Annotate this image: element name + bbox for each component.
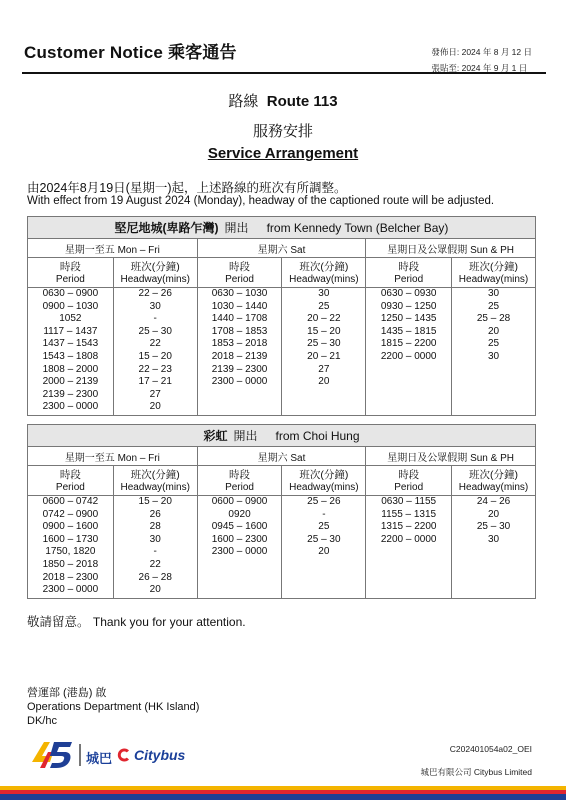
table-cell-line: 25	[487, 338, 500, 350]
route-number: Route 113	[266, 93, 338, 110]
table-cell-line: -	[153, 313, 157, 325]
table-cell-line: 30	[487, 350, 500, 362]
table-cell-line: 15 – 20	[138, 496, 172, 507]
table-cell-line: 30	[149, 300, 161, 312]
col-period-zh: 時段	[366, 258, 452, 274]
sunday-periods	[366, 496, 452, 599]
table-cell-line: 1708 – 1853	[211, 325, 268, 337]
logo-text-en: Citybus	[134, 747, 186, 763]
saturday-headways	[282, 288, 366, 416]
table-cell-line: 1750, 1820	[45, 546, 96, 558]
col-period-zh: 時段	[366, 466, 452, 482]
table-cell-line: 1853 – 2018	[211, 338, 268, 350]
table-cell-line: 2018 – 2139	[211, 350, 268, 362]
table-cell-line: 24 – 26	[476, 496, 511, 507]
origin-zh: 堅尼地城(卑路乍灣)	[114, 221, 219, 235]
arrangement-zh: 服務安排	[252, 123, 313, 140]
dept-en: Operations Department (HK Island)	[27, 701, 200, 713]
table-cell-line: 20 – 21	[307, 350, 341, 362]
saturday-headways	[282, 496, 366, 599]
table-cell-line: 20	[487, 325, 500, 337]
weekday-periods	[28, 496, 114, 599]
table-cell-line: 1052	[59, 313, 82, 325]
post-until-date: 張貼至: 2024 年 9 月 1 日	[431, 63, 528, 73]
weekday-periods	[28, 288, 114, 416]
initials: DK/hc	[27, 715, 57, 727]
table-cell-line: 27	[149, 388, 161, 400]
sunday-headways	[452, 288, 536, 416]
table-cell-line: 0900 – 1600	[42, 521, 99, 533]
depart-zh: 開出	[233, 429, 258, 443]
table-cell-line: 0742 – 0900	[42, 508, 99, 520]
col-headway-zh: 班次(分鐘)	[282, 466, 366, 482]
table-cell-line: 20	[318, 376, 330, 388]
header-divider	[22, 72, 546, 74]
col-headway-en: Headway(mins)	[113, 482, 197, 496]
citybus-logo	[30, 738, 200, 772]
depart-zh: 開出	[224, 221, 249, 235]
closing-en: Thank you for your attention.	[92, 615, 246, 629]
table-cell-line: 25 – 30	[307, 533, 341, 545]
table-cell-line: 1815 – 2200	[380, 338, 437, 350]
table-cell-line: 1808 – 2000	[42, 363, 99, 375]
table-cell-line: 25	[318, 521, 330, 533]
table-cell-line: 15 – 20	[138, 350, 172, 362]
logo-text-zh: 城巴	[86, 751, 113, 766]
table-cell-line: 1850 – 2018	[42, 558, 99, 570]
table-cell-line: 28	[149, 521, 161, 533]
table-cell-line: 0930 – 1250	[380, 300, 437, 312]
table-cell-line: 2139 – 2300	[211, 363, 268, 375]
table-cell-line: 0630 – 1155	[381, 496, 437, 507]
col-headway-zh: 班次(分鐘)	[452, 258, 536, 274]
arrangement-en: Service Arrangement	[207, 145, 359, 162]
table-cell-line: 0945 – 1600	[211, 521, 268, 533]
table-cell-line: 1250 – 1435	[380, 313, 437, 325]
table-cell-line: 0900 – 1030	[42, 300, 99, 312]
table-cell-line: 22 – 23	[138, 363, 172, 375]
table-cell-line: 2000 – 2139	[42, 376, 99, 388]
table-cell-line: 25	[318, 300, 330, 312]
table-cell-line: 25 – 30	[138, 325, 172, 337]
day-saturday: 星期六 Sat	[197, 447, 366, 466]
table-cell-line: 25 – 30	[307, 338, 341, 350]
route-label-zh: 路線	[228, 93, 259, 110]
col-headway-en: Headway(mins)	[452, 274, 536, 288]
day-saturday: 星期六 Sat	[197, 239, 366, 258]
table-title	[28, 425, 536, 447]
table-cell-line: 30	[487, 533, 500, 545]
table-cell-line: 2300 – 0000	[42, 401, 99, 413]
intro-zh: 由2024年8月19日(星期一)起，上述路線的班次有所調整。	[27, 181, 347, 195]
table-cell-line: 27	[318, 363, 330, 375]
table-cell-line: 20 – 22	[307, 313, 341, 325]
day-weekday: 星期一至五 Mon – Fri	[28, 447, 198, 466]
table-cell-line: 1600 – 1730	[42, 533, 99, 545]
table-cell-line: 20	[149, 401, 161, 413]
table-cell-line: 2200 – 0000	[380, 533, 437, 545]
table-cell-line: -	[153, 546, 157, 558]
table-cell-line: 26 – 28	[138, 571, 172, 583]
brand-stripe	[0, 786, 566, 800]
col-headway-zh: 班次(分鐘)	[113, 258, 197, 274]
col-headway-en: Headway(mins)	[282, 274, 366, 288]
table-cell-line: 0600 – 0742	[42, 496, 99, 507]
col-period-en: Period	[197, 482, 282, 496]
sunday-periods	[366, 288, 452, 416]
table-cell-line: 2139 – 2300	[42, 388, 99, 400]
notice-title: Customer Notice 乘客通告	[24, 43, 237, 62]
closing-line	[27, 612, 246, 630]
table-cell-line: 1600 – 2300	[211, 533, 268, 545]
table-cell-line: 1543 – 1808	[42, 350, 99, 362]
table-title	[28, 217, 536, 239]
table-cell-line: 20	[487, 508, 500, 520]
col-period-en: Period	[28, 482, 114, 496]
table-cell-line: 0630 – 1030	[211, 288, 268, 299]
table-cell-line: 30	[318, 288, 330, 299]
schedule-table-kennedy-town	[27, 216, 536, 416]
table-cell-line: 2300 – 0000	[211, 376, 268, 388]
table-cell-line: 1030 – 1440	[211, 300, 268, 312]
col-period-en: Period	[366, 274, 452, 288]
sunday-headways	[452, 496, 536, 599]
route-heading	[0, 90, 566, 111]
dept-zh: 營運部 (港島) 啟	[27, 687, 107, 699]
weekday-headways	[113, 496, 197, 599]
table-cell-line: 2018 – 2300	[42, 571, 99, 583]
logo-divider	[79, 744, 81, 766]
table-cell-line: 1117 – 1437	[43, 325, 98, 337]
table-cell-line: 25 – 30	[476, 521, 511, 533]
closing-zh: 敬請留意。	[27, 615, 90, 629]
table-cell-line: 2300 – 0000	[211, 546, 268, 558]
table-cell-line: 2200 – 0000	[380, 350, 437, 362]
col-period-zh: 時段	[197, 466, 282, 482]
table-cell-line: 25	[487, 300, 500, 312]
table-cell-line: 0630 – 0930	[380, 288, 437, 299]
table-cell-line: 0630 – 0900	[42, 288, 99, 299]
table-cell-line: 15 – 20	[307, 325, 341, 337]
table-cell-line: 22	[149, 558, 161, 570]
table-cell-line: 1315 – 2200	[380, 521, 437, 533]
col-period-en: Period	[197, 274, 282, 288]
day-sunday: 星期日及公眾假期 Sun & PH	[366, 239, 536, 258]
company-name: 城巴有限公司 Citybus Limited	[420, 767, 532, 777]
col-period-en: Period	[28, 274, 114, 288]
table-cell-line: 0920	[228, 508, 251, 520]
stripe-blue	[0, 794, 566, 800]
saturday-periods	[197, 288, 282, 416]
table-cell-line: 0600 – 0900	[211, 496, 268, 507]
table-cell-line: 2300 – 0000	[42, 584, 99, 596]
reference-code: C202401054a02_OEI	[449, 744, 532, 754]
col-period-zh: 時段	[28, 258, 114, 274]
origin-en: from Kennedy Town (Belcher Bay)	[266, 221, 449, 235]
intro-en: With effect from 19 August 2024 (Monday), headway of the captioned route will be adjusted.	[27, 195, 495, 207]
origin-en: from Choi Hung	[275, 429, 360, 443]
col-headway-en: Headway(mins)	[452, 482, 536, 496]
col-headway-zh: 班次(分鐘)	[113, 466, 197, 482]
day-weekday: 星期一至五 Mon – Fri	[28, 239, 198, 258]
table-cell-line: 25 – 28	[476, 313, 511, 325]
citybus-c-icon	[116, 747, 132, 763]
table-cell-line: 20	[318, 546, 330, 558]
table-cell-line: -	[322, 508, 326, 520]
table-cell-line: 22	[149, 338, 161, 350]
schedule-table-choi-hung	[27, 424, 536, 599]
col-headway-en: Headway(mins)	[113, 274, 197, 288]
col-period-en: Period	[366, 482, 452, 496]
table-cell-line: 22 – 26	[138, 288, 172, 299]
table-cell-line: 1435 – 1815	[380, 325, 437, 337]
signature-block	[27, 686, 199, 728]
table-cell-line: 1437 – 1543	[42, 338, 99, 350]
table-cell-line: 17 – 21	[138, 376, 172, 388]
day-sunday: 星期日及公眾假期 Sun & PH	[366, 447, 536, 466]
table-cell-line: 26	[149, 508, 161, 520]
saturday-periods	[197, 496, 282, 599]
table-cell-line: 1440 – 1708	[211, 313, 268, 325]
issue-date: 發佈日: 2024 年 8 月 12 日	[431, 47, 532, 57]
table-cell-line: 25 – 26	[307, 496, 341, 507]
origin-zh: 彩虹	[203, 429, 228, 443]
col-headway-en: Headway(mins)	[282, 482, 366, 496]
col-headway-zh: 班次(分鐘)	[282, 258, 366, 274]
col-period-zh: 時段	[28, 466, 114, 482]
table-cell-line: 20	[149, 584, 161, 596]
table-cell-line: 1155 – 1315	[381, 508, 437, 520]
citybus-45-emblem-icon	[30, 738, 76, 772]
col-headway-zh: 班次(分鐘)	[452, 466, 536, 482]
weekday-headways	[113, 288, 197, 416]
table-cell-line: 30	[149, 533, 161, 545]
table-cell-line: 30	[487, 288, 500, 299]
col-period-zh: 時段	[197, 258, 282, 274]
